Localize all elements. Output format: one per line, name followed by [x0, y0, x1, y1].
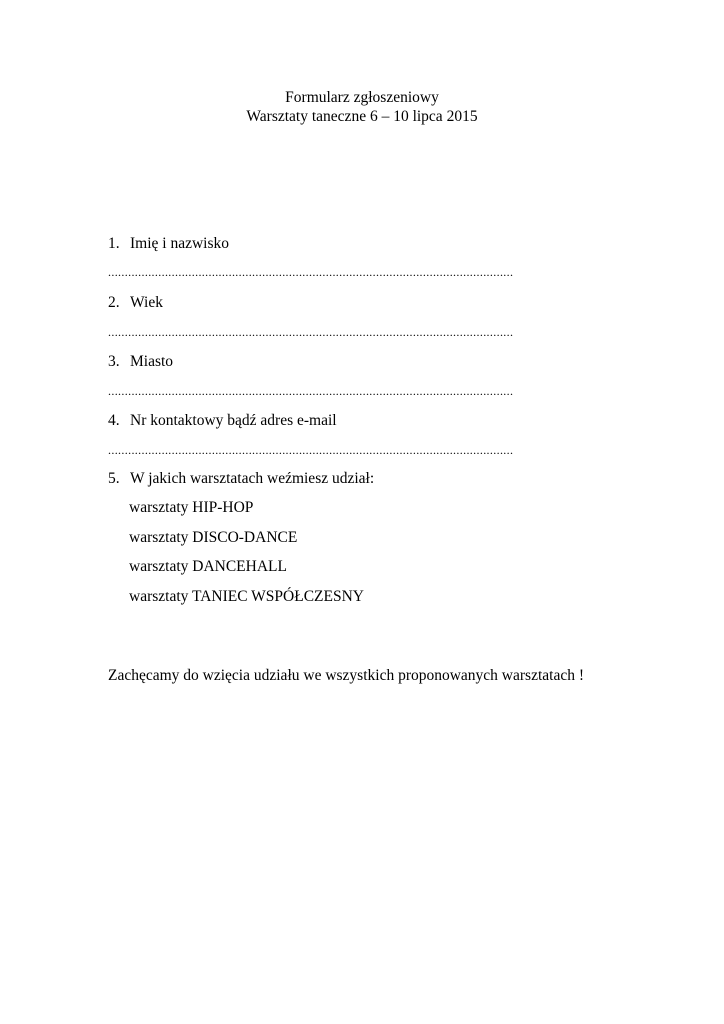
question-number: 1. — [108, 235, 120, 252]
question-age — [108, 293, 163, 312]
answer-line-age[interactable]: ......................................................................................................................... — [108, 325, 514, 339]
answer-line-city[interactable]: ......................................................................................................................... — [108, 384, 514, 398]
workshop-option-hip-hop[interactable]: warsztaty HIP-HOP — [129, 499, 254, 516]
question-workshops — [108, 469, 374, 488]
workshop-option-contemporary[interactable]: warsztaty TANIEC WSPÓŁCZESNY — [129, 588, 364, 605]
question-label: Wiek — [130, 294, 163, 311]
question-label: Nr kontaktowy bądź adres e-mail — [130, 412, 337, 429]
footer-note: Zachęcamy do wzięcia udziału we wszystkich proponowanych warsztatach ! — [108, 667, 584, 684]
form-title: Formularz zgłoszeniowy — [285, 89, 439, 106]
question-number: 4. — [108, 412, 120, 429]
workshop-option-dancehall[interactable]: warsztaty DANCEHALL — [129, 558, 287, 575]
question-name — [108, 234, 229, 253]
question-number: 2. — [108, 294, 120, 311]
answer-line-contact[interactable]: ......................................................................................................................... — [108, 443, 514, 457]
form-subtitle: Warsztaty taneczne 6 – 10 lipca 2015 — [246, 108, 478, 125]
question-number: 3. — [108, 353, 120, 370]
question-city — [108, 352, 173, 371]
answer-line-name[interactable]: ......................................................................................................................... — [108, 265, 514, 279]
question-label: Imię i nazwisko — [130, 235, 230, 252]
question-label: W jakich warsztatach weźmiesz udział: — [130, 470, 375, 487]
workshop-option-disco-dance[interactable]: warsztaty DISCO-DANCE — [129, 529, 298, 546]
question-contact — [108, 411, 337, 430]
form-header — [0, 88, 724, 126]
question-number: 5. — [108, 470, 120, 487]
question-label: Miasto — [130, 353, 174, 370]
